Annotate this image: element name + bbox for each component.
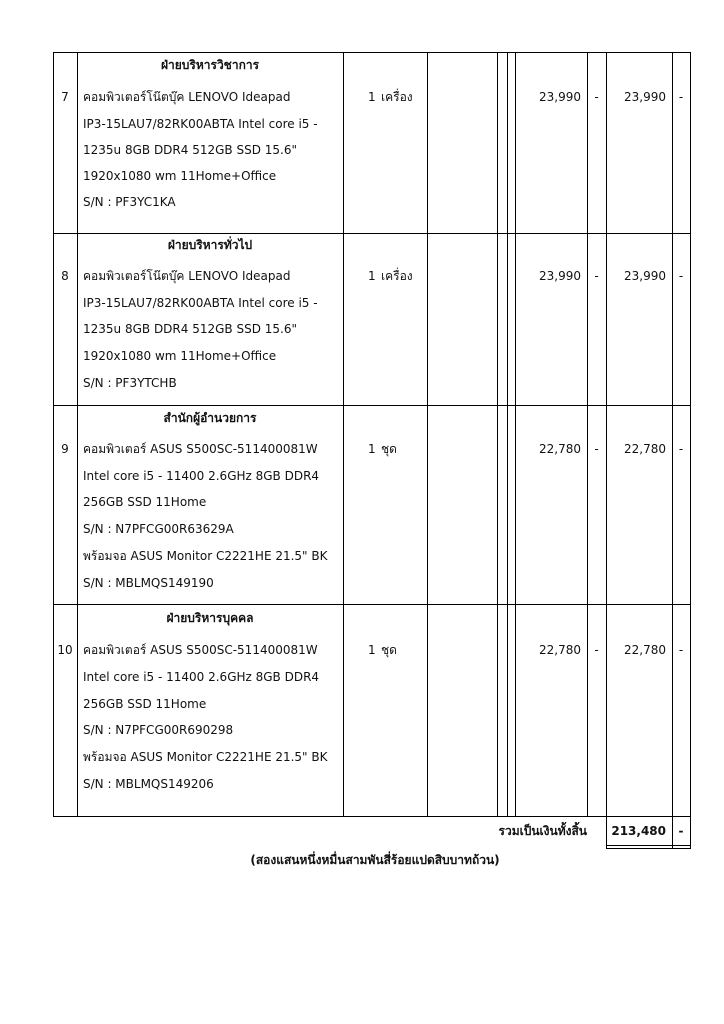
- row-8-unit-price: 23,990: [539, 269, 581, 283]
- column-divider-a: [497, 52, 498, 816]
- row-divider-1: [53, 233, 691, 234]
- row-10-desc-line-2: Intel core i5 - 11400 2.6GHz 8GB DDR4: [83, 670, 320, 684]
- row-9-department: สำนักผู้อำนวยการ: [163, 411, 257, 425]
- row-7-number: 7: [61, 90, 69, 104]
- row-8-total: 23,990: [624, 269, 666, 283]
- row-divider-3: [53, 604, 691, 605]
- row-9-desc-line-1: คอมพิวเตอร์ ASUS S500SC-511400081W: [83, 442, 318, 456]
- row-10-desc-line-6: S/N : MBLMQS149206: [83, 777, 214, 791]
- row-8-desc-line-5: S/N : PF3YTCHB: [83, 376, 177, 390]
- row-8-desc-line-2: IP3-15LAU7/82RK00ABTA Intel core i5 -: [83, 296, 318, 310]
- row-8-desc-line-4: 1920x1080 wm 11Home+Office: [83, 349, 277, 363]
- column-divider-c: [515, 52, 516, 816]
- table-border-right: [690, 52, 691, 848]
- row-7-desc-line-3: 1235u 8GB DDR4 512GB SSD 15.6": [83, 143, 297, 157]
- row-10-unit-price-decimal: -: [594, 643, 599, 657]
- total-underline-1: [606, 845, 691, 846]
- row-10-unit: ชุด: [381, 643, 397, 657]
- row-10-number: 10: [57, 643, 73, 657]
- row-10-desc-line-1: คอมพิวเตอร์ ASUS S500SC-511400081W: [83, 643, 318, 657]
- column-divider-no: [77, 52, 78, 816]
- row-8-department: ฝ่ายบริหารทั่วไป: [167, 238, 253, 252]
- row-10-desc-line-4: S/N : N7PFCG00R690298: [83, 723, 234, 737]
- row-8-unit-price-decimal: -: [594, 269, 599, 283]
- row-10-total: 22,780: [624, 643, 666, 657]
- row-9-total: 22,780: [624, 442, 666, 456]
- row-10-department: ฝ่ายบริหารบุคคล: [166, 611, 254, 625]
- row-9-desc-line-3: 256GB SSD 11Home: [83, 495, 207, 509]
- row-7-unit-price-decimal: -: [594, 90, 599, 104]
- table-border-top: [53, 52, 691, 53]
- row-10-desc-line-3: 256GB SSD 11Home: [83, 697, 207, 711]
- column-divider-qty: [427, 52, 428, 816]
- row-7-unit: เครื่อง: [381, 90, 413, 104]
- row-9-total-decimal: -: [678, 442, 684, 456]
- row-9-desc-line-5: พร้อมจอ ASUS Monitor C2221HE 21.5" BK: [83, 549, 328, 563]
- grand-total-decimal: -: [678, 824, 684, 838]
- row-8-unit: เครื่อง: [381, 269, 413, 283]
- row-9-desc-line-6: S/N : MBLMQS149190: [83, 576, 214, 590]
- grand-total-label: รวมเป็นเงินทั้งสิ้น: [498, 824, 587, 838]
- grand-total-amount: 213,480: [611, 824, 666, 838]
- row-9-number: 9: [61, 442, 69, 456]
- row-9-unit: ชุด: [381, 442, 397, 456]
- row-7-desc-line-4: 1920x1080 wm 11Home+Office: [83, 169, 277, 183]
- row-7-desc-line-5: S/N : PF3YC1KA: [83, 195, 176, 209]
- row-10-qty: 1: [368, 643, 376, 657]
- row-9-unit-price: 22,780: [539, 442, 581, 456]
- column-divider-b: [507, 52, 508, 816]
- table-border-bottom: [53, 816, 691, 817]
- row-10-desc-line-5: พร้อมจอ ASUS Monitor C2221HE 21.5" BK: [83, 750, 328, 764]
- row-8-qty: 1: [368, 269, 376, 283]
- row-7-qty: 1: [368, 90, 376, 104]
- row-8-desc-line-1: คอมพิวเตอร์โน๊ตบุ๊ค LENOVO Ideapad: [83, 269, 291, 283]
- row-7-total: 23,990: [624, 90, 666, 104]
- column-divider-desc: [343, 52, 344, 816]
- row-8-total-decimal: -: [678, 269, 684, 283]
- row-9-qty: 1: [368, 442, 376, 456]
- row-10-total-decimal: -: [678, 643, 684, 657]
- row-7-department: ฝ่ายบริหารวิชาการ: [160, 58, 260, 72]
- row-8-desc-line-3: 1235u 8GB DDR4 512GB SSD 15.6": [83, 322, 297, 336]
- row-9-desc-line-2: Intel core i5 - 11400 2.6GHz 8GB DDR4: [83, 469, 320, 483]
- column-divider-price: [587, 52, 588, 816]
- amount-in-words: (สองแสนหนึ่งหมื่นสามพันสี่ร้อยแปดสิบบาทถ้วน): [250, 853, 500, 867]
- row-8-number: 8: [61, 269, 69, 283]
- row-9-unit-price-decimal: -: [594, 442, 599, 456]
- row-7-total-decimal: -: [678, 90, 684, 104]
- row-10-unit-price: 22,780: [539, 643, 581, 657]
- row-9-desc-line-4: S/N : N7PFCG00R63629A: [83, 522, 234, 536]
- table-border-left: [53, 52, 54, 816]
- row-7-unit-price: 23,990: [539, 90, 581, 104]
- row-7-desc-line-2: IP3-15LAU7/82RK00ABTA Intel core i5 -: [83, 117, 318, 131]
- total-underline-2: [606, 848, 691, 849]
- row-7-desc-line-1: คอมพิวเตอร์โน๊ตบุ๊ค LENOVO Ideapad: [83, 90, 291, 104]
- row-divider-2: [53, 405, 691, 406]
